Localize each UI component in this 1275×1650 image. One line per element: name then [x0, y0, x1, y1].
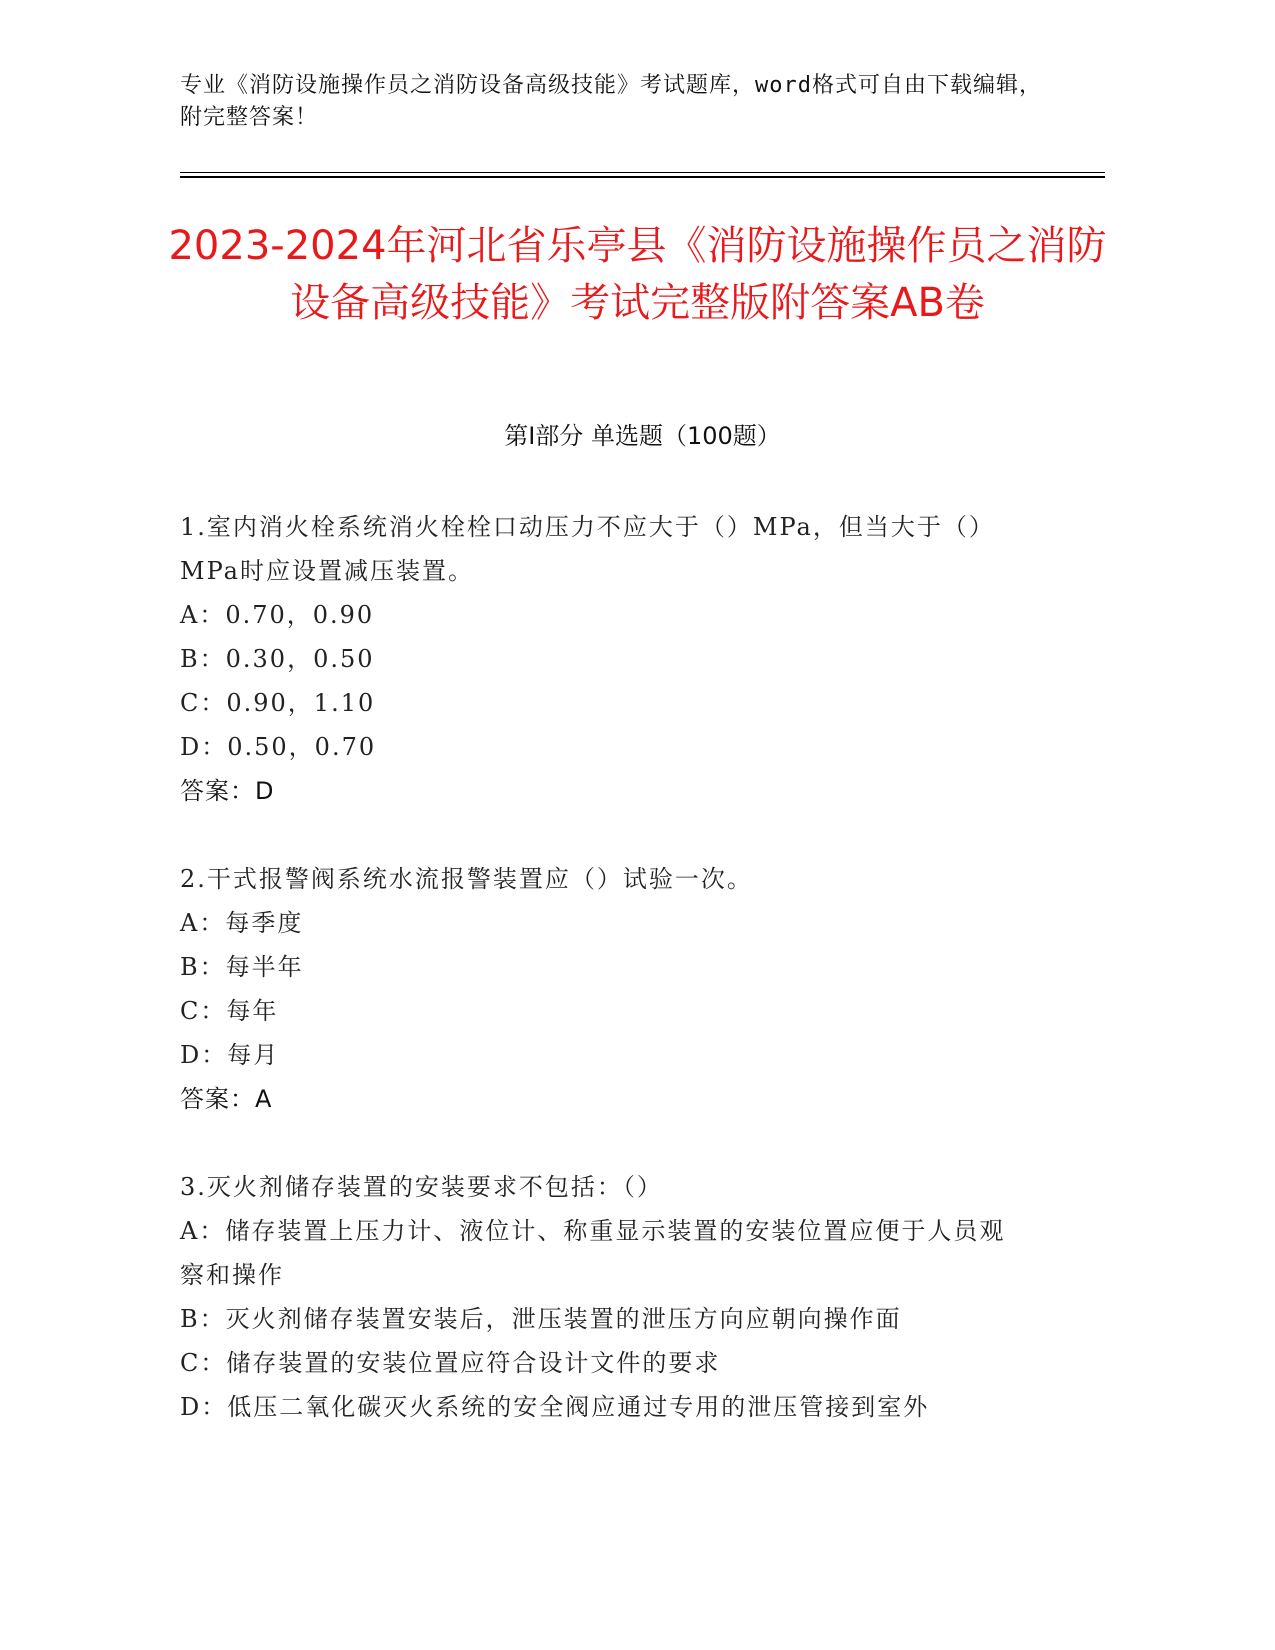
- option-a: A：储存装置上压力计、液位计、称重显示装置的安装位置应便于人员观察和操作: [180, 1217, 1006, 1289]
- question-stem: 3.灭火剂储存装置的安装要求不包括：（）: [180, 1173, 663, 1201]
- header-divider-thin: [180, 172, 1105, 173]
- option-b: B：0.30，0.50: [180, 645, 375, 673]
- header-note: 专业《消防设施操作员之消防设备高级技能》考试题库，word格式可自由下载编辑，附完整答案！: [180, 73, 1042, 130]
- option-c: C：每年: [180, 997, 279, 1025]
- answer-line: 答案：A: [180, 1085, 273, 1113]
- option-c: C：0.90，1.10: [180, 689, 376, 717]
- option-d: D：每月: [180, 1041, 280, 1069]
- section-heading: 第I部分 单选题（100题）: [504, 422, 781, 450]
- question-1: [180, 505, 1030, 813]
- option-b: B：灭火剂储存装置安装后，泄压装置的泄压方向应朝向操作面: [180, 1305, 902, 1333]
- document-title: 2023-2024年河北省乐亭县《消防设施操作员之消防设备高级技能》考试完整版附答案AB卷: [168, 223, 1107, 326]
- option-a: A：每季度: [180, 909, 304, 937]
- answer-line: 答案：D: [180, 777, 275, 805]
- header-divider-thick: [180, 176, 1105, 178]
- option-d: D：0.50，0.70: [180, 733, 377, 761]
- option-c: C：储存装置的安装位置应符合设计文件的要求: [180, 1349, 721, 1377]
- option-b: B：每半年: [180, 953, 304, 981]
- question-3: [180, 1165, 1030, 1429]
- question-2: [180, 857, 1030, 1121]
- question-list: [180, 505, 1030, 1473]
- option-d: D：低压二氧化碳灭火系统的安全阀应通过专用的泄压管接到室外: [180, 1393, 930, 1421]
- question-stem: 1.室内消火栓系统消火栓栓口动压力不应大于（）MPa，但当大于（）MPa时应设置减压装置。: [180, 513, 995, 585]
- option-a: A：0.70，0.90: [180, 601, 375, 629]
- question-stem: 2.干式报警阀系统水流报警装置应（）试验一次。: [180, 865, 753, 893]
